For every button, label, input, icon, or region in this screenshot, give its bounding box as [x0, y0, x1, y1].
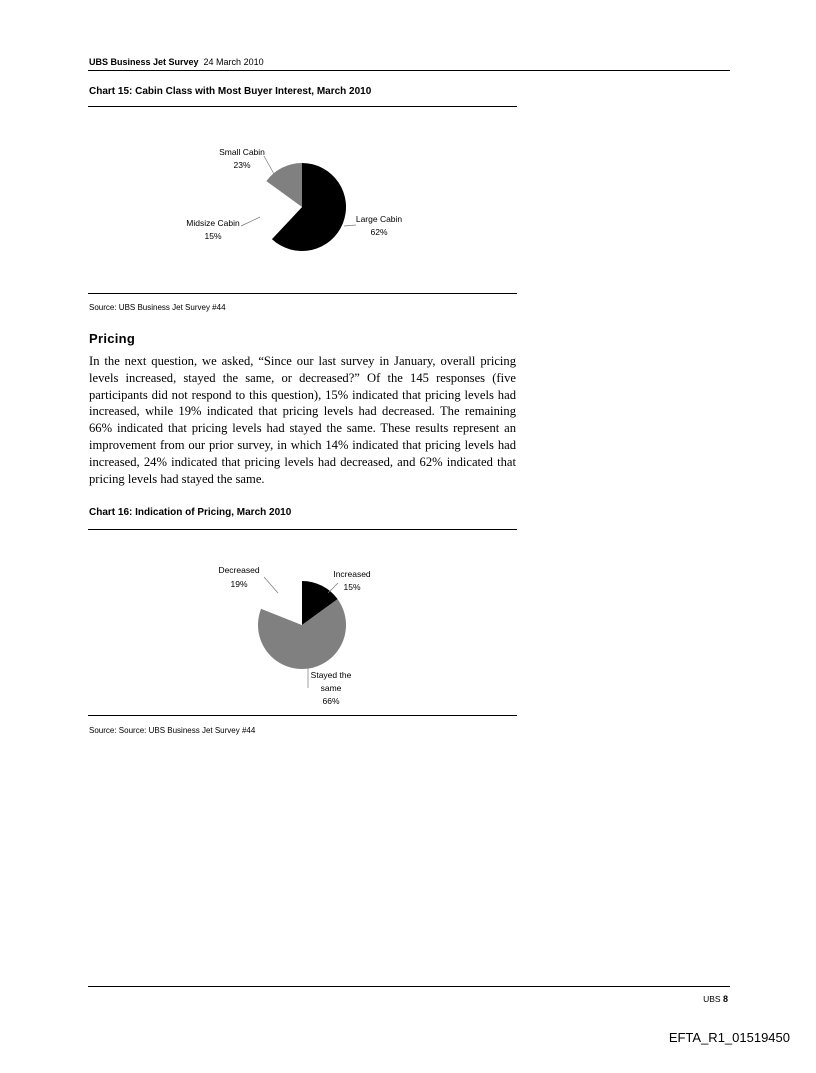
label-small-cabin: Small Cabin: [219, 147, 265, 157]
label-large-cabin: Large Cabin: [355, 214, 403, 224]
section-heading-pricing: Pricing: [89, 331, 136, 346]
pct-decreased: 19%: [230, 579, 248, 589]
document-id: EFTA_R1_01519450: [668, 1030, 790, 1045]
chart16-bottom-rule: [88, 715, 517, 716]
report-title: UBS Business Jet Survey: [89, 57, 199, 67]
chart15-top-rule: [88, 106, 517, 107]
label-decreased: Decreased: [218, 565, 260, 575]
footer-brand: UBS: [703, 994, 721, 1004]
pricing-body-text: In the next question, we asked, “Since our last survey in January, overall pricing levels increased, stayed the same, or decreased?” Of the 145 responses (five participants did not respond to this question), 15% indicated that pricing levels had increased, while 19% indicated that pricing levels had decreased. The remaining 66% indicated that pricing levels had stayed the same. These results represent an improvement from our prior survey, in which 14% indicated that pricing levels had increased, 24% indicated that pricing levels had decreased, and 62% indicated that pricing levels had stayed the same.: [89, 354, 516, 486]
label-stayed-the-same-line1: Stayed the: [310, 670, 352, 680]
chart15-title: Chart 15: Cabin Class with Most Buyer Interest, March 2010: [89, 86, 372, 97]
chart15-source: Source: UBS Business Jet Survey #44: [89, 303, 226, 312]
label-midsize-cabin: Midsize Cabin: [186, 218, 240, 228]
leader-line-midsize-cabin: [241, 217, 260, 226]
page-number: 8: [722, 994, 728, 1004]
leader-line-small-cabin: [264, 156, 274, 174]
chart16-pie-chart: [160, 560, 450, 712]
pct-stayed-the-same: 66%: [322, 696, 340, 706]
header-divider: [88, 70, 730, 71]
pct-increased: 15%: [343, 582, 361, 592]
report-header: [89, 57, 264, 67]
leader-line-increased: [328, 583, 338, 593]
leader-line-decreased: [264, 577, 278, 593]
pct-midsize-cabin: 15%: [204, 231, 222, 241]
chart15-bottom-rule: [88, 293, 517, 294]
chart16-top-rule: [88, 529, 517, 530]
report-date: 24 March 2010: [203, 57, 264, 67]
chart15-pie-chart: [160, 140, 450, 270]
pct-small-cabin: 23%: [233, 160, 251, 170]
label-stayed-the-same-line2: same: [320, 683, 342, 693]
label-increased: Increased: [333, 569, 371, 579]
footer-divider: [88, 986, 730, 987]
pct-large-cabin: 62%: [370, 227, 388, 237]
chart16-title: Chart 16: Indication of Pricing, March 2010: [89, 507, 292, 518]
chart16-source: Source: Source: UBS Business Jet Survey #44: [89, 726, 256, 735]
leader-line-large-cabin: [344, 225, 356, 226]
page-footer: [690, 994, 728, 1004]
